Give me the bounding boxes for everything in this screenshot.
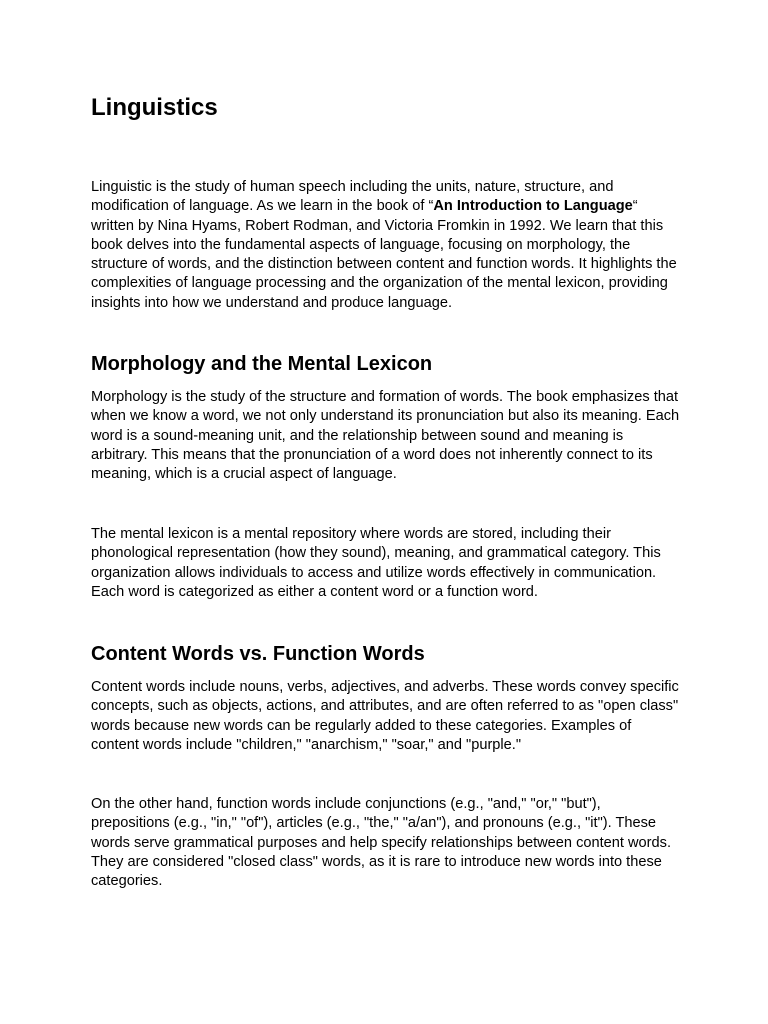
- section-heading-morphology: Morphology and the Mental Lexicon: [91, 353, 433, 375]
- paragraph-mental-lexicon: The mental lexicon is a mental repository where words are stored, including their phonological representation (how they sound), meaning, and grammatical category. This organization allows individuals to access and utilize words effectively in communication. Each word is categorized as either a content word or a function word.: [91, 526, 661, 600]
- paragraph-function-words: On the other hand, function words include conjunctions (e.g., "and," "or," "but"), prepositions (e.g., "in," "of"), articles (e.g., "the," "a/an"), and pronouns (e.g., "it"). These words serve grammatical purposes and help specify relationships between content words. They are considered "closed class" words, as it is rare to introduce new words into these categories.: [91, 796, 671, 890]
- paragraph-morphology: Morphology is the study of the structure and formation of words. The book emphasizes that when we know a word, we not only understand its pronunciation but also its meaning. Each word is a sound-meaning unit, and the relationship between sound and meaning is arbitrary. This means that the pronunciation of a word does not inherently connect to its meaning, which is a crucial aspect of language.: [91, 389, 680, 483]
- paragraph-content-words: Content words include nouns, verbs, adjectives, and adverbs. These words convey specific concepts, such as objects, actions, and attributes, and are often referred to as "open class" words because new words can be regularly added to these categories. Examples of content words include "children," "anarchism," "soar," and "purple.": [91, 679, 679, 753]
- page-title: Linguistics: [91, 94, 218, 121]
- intro-text-before: Linguistic is the study of human speech including the units, nature, structure, and modification of language. As we learn in the book of “: [91, 179, 614, 215]
- intro-text-after: “ written by Nina Hyams, Robert Rodman, and Victoria Fromkin in 1992. We learn that this book delves into the fundamental aspects of language, focusing on morphology, the structure of words, and the distinction between content and function words. It highlights the complexities of language processing and the organization of the mental lexicon, providing insights into how we understand and produce language.: [91, 198, 677, 311]
- book-title: An Introduction to Language: [433, 198, 633, 215]
- intro-paragraph: [91, 178, 681, 313]
- section-heading-content-function: Content Words vs. Function Words: [91, 643, 425, 665]
